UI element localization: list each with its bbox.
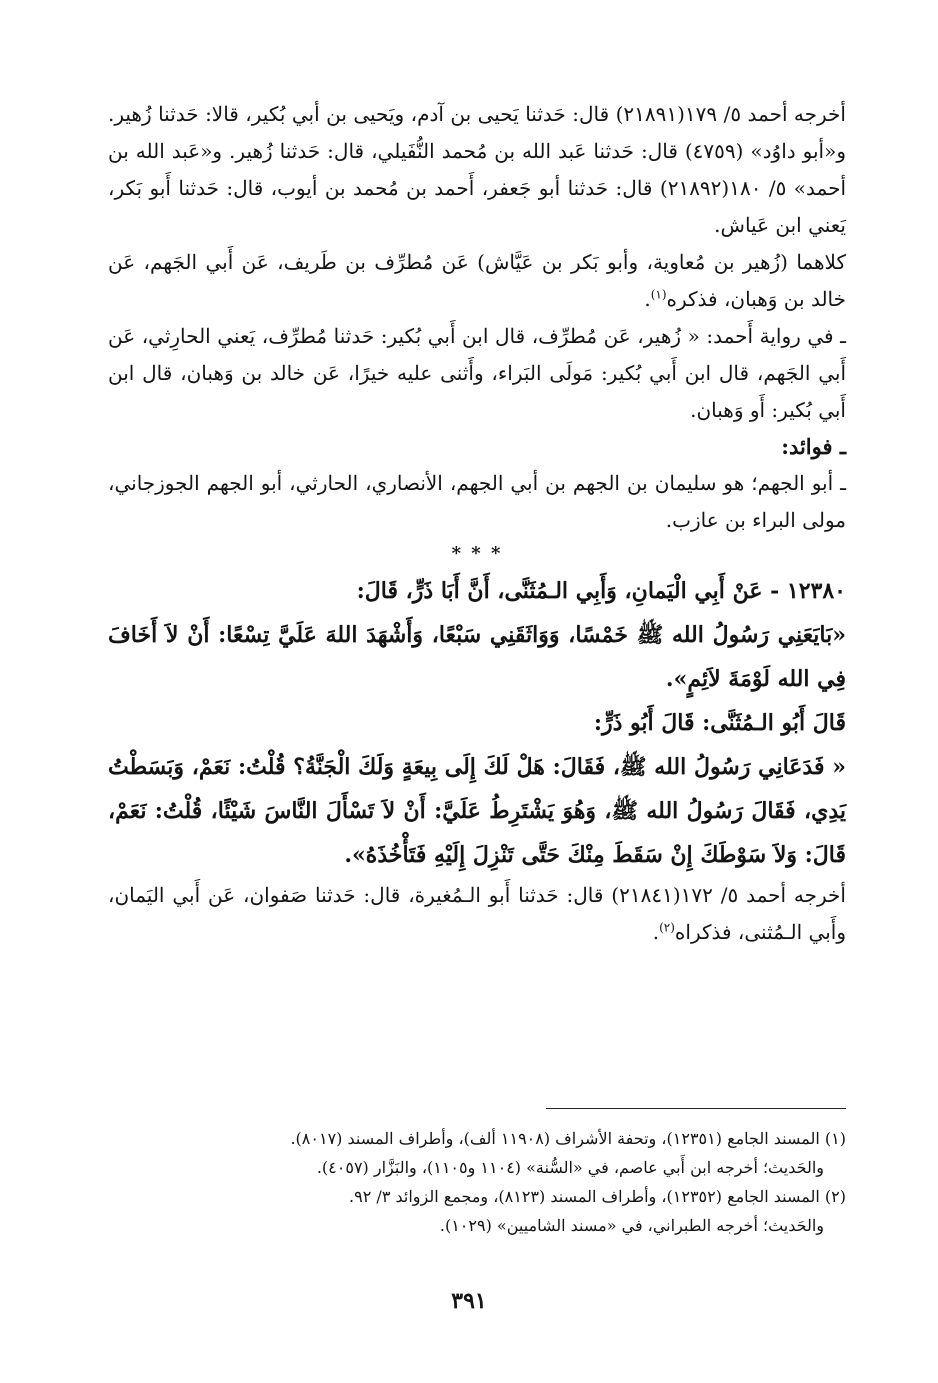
chain-paragraph (108, 244, 846, 318)
footnote-2-continuation: والحَديث؛ أخرجه الطبراني، في «مسند الشاميين» (١٠٢٩). (439, 1216, 824, 1235)
hadith-quote-1: «بَايَعَنِي رَسُولُ الله ﷺ خَمْسًا، وَوَاثَقَنِي سَبْعًا، وَأَشْهَدَ اللهَ عَلَيَّ تِسْعًا: أَنْ لاَ أَخَافَ فِي الله لَوْمَةَ لاَئِمٍ». (108, 622, 847, 692)
footnote-divider (546, 1108, 846, 1109)
hadith-quote-3: « فَدَعَانِي رَسُولُ الله ﷺ، فَقَالَ: هَلْ لَكَ إِلَى بِيعَةٍ وَلَكَ الْجَنَّةُ؟ قُلْتُ: نَعَمْ، وَبَسَطْتُ يَدِي، فَقَالَ رَسُولُ الله ﷺ، وَهُوَ يَشْتَرِطُ عَلَيَّ: أَنْ لاَ تَسْأَلَ النَّاسَ شَيْئًا، قُلْتُ: نَعَمْ، قَالَ: وَلاَ سَوْطَكَ إِنْ سَقَطَ مِنْكَ حَتَّى تَنْزِلَ إِلَيْهِ فَتَأْخُذَهُ». (108, 754, 846, 868)
benefits-paragraph: ـ أبو الجهم؛ هو سليمان بن الجهم بن أبي الجهم، الأنصاري، الحارثي، أبو الجهم الجوزجاني، مولى البراء بن عازب. (108, 471, 846, 532)
main-text (108, 96, 846, 951)
chain-text: كلاهما (زُهير بن مُعاوية، وأبو بَكر بن عَيَّاش) عَن مُطرِّف بن طَريف، عَن أَبي الجَهم، عَن خالد بن وَهبان، فذكره (108, 250, 846, 311)
takhrij-2-text: أخرجه أحمد ٥/ ١٧٢(٢١٨٤١) قال: حَدثنا أَبو الـمُغيرة، قال: حَدثنا صَفوان، عَن أَبي اليَمان، وأَبي الـمُثنى، فذكراه (108, 883, 846, 944)
footnote-ref-1[interactable]: (١) (650, 287, 667, 302)
footnote-ref-2[interactable]: (٢) (659, 920, 675, 935)
footnote-2: (٢) المسند الجامع (١٢٣٥٢)، وأطراف المسند (٨١٢٣)، ومجمع الزوائد ٣/ ٩٢. (349, 1187, 846, 1206)
chain-end: . (644, 287, 651, 311)
page-number: ٣٩١ (451, 1288, 487, 1314)
takhrij-paragraph-1: أخرجه أحمد ٥/ ١٧٩(٢١٨٩١) قال: حَدثنا يَحيى بن آدم، ويَحيى بن أبي بُكير، قالا: حَدثنا زُهير. و«أبو داوُد» (٤٧٥٩) قال: حَدثنا عَبد الله بن مُحمد النُّفَيلي، قال: حَدثنا زُهير. و«عَبد الله بن أحمد» ٥/ ١٨٠(٢١٨٩٢) قال: حَدثنا أبو جَعفر، أَحمد بن مُحمد بن أيوب، قال: حَدثنا أَبو بَكر، يَعني ابن عَياش. (108, 102, 847, 237)
footnote-1-continuation: والحَديث؛ أخرجه ابن أَبي عاصم، في «السُّنة» (١١٠٤ و١١٠٥)، والبَزَّار (٤٠٥٧). (316, 1158, 824, 1177)
benefits-heading: ـ فوائد: (781, 434, 846, 459)
hadith-quote-2: قَالَ أَبُو الـمُثَنَّى: قَالَ أَبُو ذَرٍّ: (593, 710, 846, 736)
takhrij-paragraph-2 (108, 877, 846, 951)
hadith-heading: ١٢٣٨٠ - عَنْ أَبِي الْيَمانِ، وَأَبِي الـمُثَنَّى، أَنَّ أَبَا ذَرٍّ، قَالَ: (356, 578, 846, 604)
footnotes (140, 1124, 846, 1240)
takhrij-2-end: . (652, 920, 660, 944)
section-separator: * * * (451, 543, 503, 564)
footnote-1: (١) المسند الجامع (١٢٣٥١)، وتحفة الأشراف (١١٩٠٨ ألف)، وأطراف المسند (٨٠١٧). (290, 1129, 846, 1148)
ahmad-narration-paragraph: ـ في رواية أَحمد: « زُهير، عَن مُطرِّف، قال ابن أَبي بُكير: حَدثنا مُطرِّف، يَعني الحارِثي، عَن أَبي الجَهم، قال ابن أَبي بُكير: مَولَى البَراء، وأَثنى عليه خيرًا، عَن خالد بن وَهبان، قال ابن أَبي بُكير: أَو وَهبان. (108, 324, 846, 422)
